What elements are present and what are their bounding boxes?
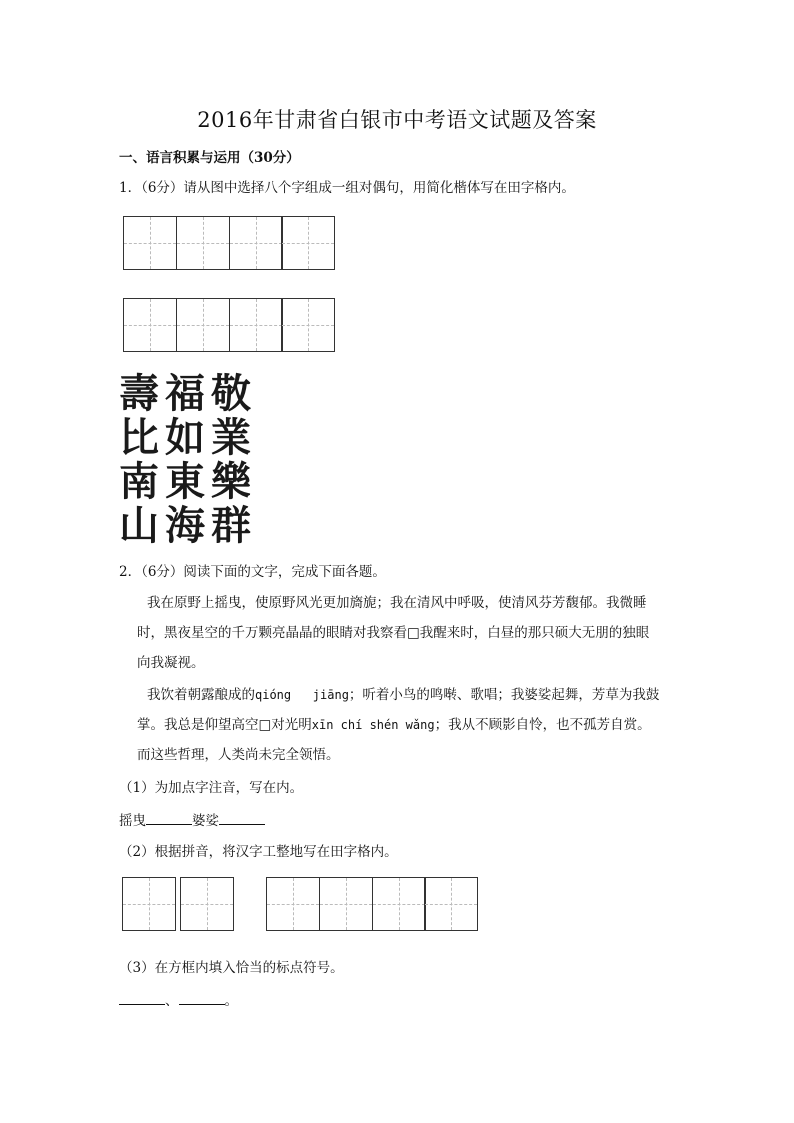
punctuation: 、 [165, 993, 179, 1009]
passage-text: 掌。我总是仰望高空□对光明 [137, 717, 312, 733]
grid-cell [229, 298, 283, 352]
calligraphy-row: 比如業 [119, 414, 257, 461]
grid-cell [180, 877, 234, 931]
passage-line: 而这些哲理，人类尚未完全领悟。 [137, 747, 340, 763]
grid-row-3b [266, 877, 477, 931]
passage-line [147, 685, 659, 705]
answer-label: 摇曳 [119, 813, 146, 829]
punctuation: 。 [224, 993, 238, 1009]
passage-line [137, 715, 651, 735]
grid-cell [281, 298, 335, 352]
grid-cell [372, 877, 426, 931]
sub-question-3: （3）在方框内填入恰当的标点符号。 [119, 960, 344, 976]
question-2: 2．（6分）阅读下面的文字，完成下面各题。 [119, 564, 386, 580]
answer-blank[interactable] [119, 990, 165, 1005]
question-1: 1．（6分）请从图中选择八个字组成一组对偶句，用简化楷体写在田字格内。 [119, 180, 575, 196]
answer-line-3 [119, 990, 238, 1011]
grid-cell [229, 216, 283, 270]
page-title: 2016年甘肃省白银市中考语文试题及答案 [197, 108, 597, 132]
answer-label: 婆娑 [192, 813, 219, 829]
sub-question-2: （2）根据拼音，将汉字工整地写在田字格内。 [119, 844, 398, 860]
grid-cell [176, 298, 230, 352]
grid-cell [123, 216, 177, 270]
pinyin-text: xīn chí shén wǎng [311, 718, 435, 732]
answer-blank[interactable] [146, 810, 192, 825]
calligraphy-row: 山海群 [119, 502, 257, 549]
grid-cell [281, 216, 335, 270]
passage-line: 我在原野上摇曳，使原野风光更加旖旎；我在清风中呼吸，使清风芬芳馥郁。我微睡 [147, 595, 647, 611]
grid-cell [319, 877, 373, 931]
grid-cell [123, 298, 177, 352]
grid-row-2 [123, 298, 334, 352]
calligraphy-image [119, 372, 257, 548]
section-heading: 一、语言积累与运用（30分） [119, 150, 300, 166]
passage-text: 我饮着朝露酿成的 [147, 687, 255, 703]
answer-blank[interactable] [219, 810, 265, 825]
passage-text: ；我从不顾影自怜，也不孤芳自赏。 [434, 717, 651, 733]
grid-cell [176, 216, 230, 270]
grid-cell [424, 877, 478, 931]
passage-line: 时，黑夜星空的千万颗亮晶晶的眼睛对我察看□我醒来时，白昼的那只硕大无朋的独眼 [137, 625, 650, 641]
grid-row-3a [122, 877, 233, 931]
calligraphy-row: 壽福敬 [119, 370, 257, 417]
pinyin-text: qióng jiāng [255, 688, 349, 702]
calligraphy-row: 南東樂 [119, 458, 257, 505]
grid-row-1 [123, 216, 334, 270]
answer-line-1 [119, 810, 265, 831]
passage-line: 向我凝视。 [137, 655, 205, 671]
passage-text: ；听着小鸟的鸣啭、歌唱；我婆娑起舞，芳草为我鼓 [348, 687, 660, 703]
sub-question-1: （1）为加点字注音，写在内。 [119, 780, 304, 796]
grid-cell [266, 877, 320, 931]
grid-cell [122, 877, 176, 931]
answer-blank[interactable] [179, 990, 225, 1005]
